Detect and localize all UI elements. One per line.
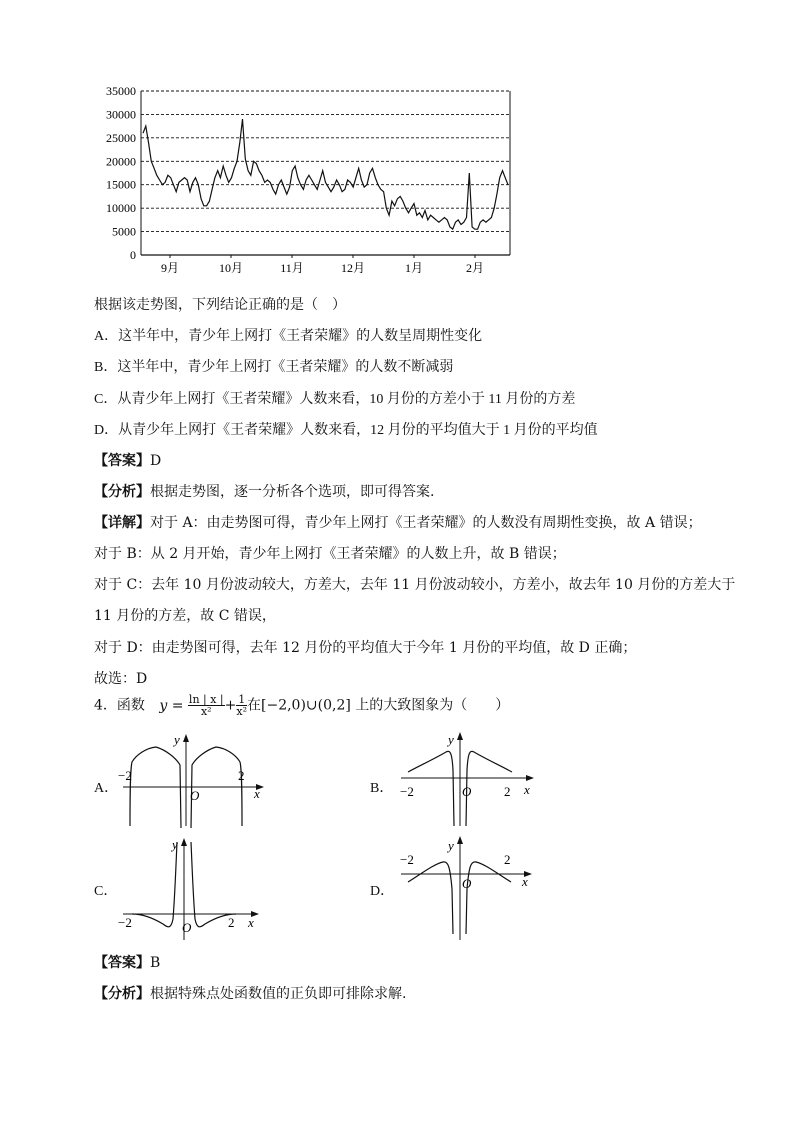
analysis-text: 根据走势图，逐一分析各个选项，即可得答案. [150,484,435,500]
graph-d [396,834,546,944]
question-4 [94,694,509,717]
graph-b [396,730,546,830]
graph-b-tick-neg: −2 [400,784,414,799]
series-line [143,119,508,229]
detail-a: 对于 A：由走势图可得，青少年上网打《王者荣耀》的人数没有周期性变换，故 A 错误； [150,515,702,531]
y-tick-label: 15000 [106,177,136,192]
answer-tag: 【答案】 [94,453,150,469]
q4-fraction-1: $\frac{\ln | x |}{\text{x²}}$ [188,693,224,718]
graph-c-label: C． [94,884,118,899]
y-tick-label: 25000 [106,130,136,145]
y-tick-label: 0 [130,248,136,262]
x-axis-ticks [161,255,484,275]
analysis-tag-q4: 【分析】 [94,986,150,1002]
y-axis-ticks [106,84,136,262]
graph-b-axis-x: x [524,782,530,797]
trend-chart [90,82,520,282]
graph-a-axis-x: x [254,786,260,801]
analysis-text-q4: 根据特殊点处函数值的正负即可排除求解. [150,986,407,1002]
y-tick-label: 20000 [106,154,136,169]
option-c: C．从青少年上网打《王者荣耀》人数来看，10 月份的方差小于 11 月份的方差 [94,392,576,407]
analysis-tag: 【分析】 [94,484,150,500]
q4-y-eq: y = [159,697,184,714]
choice: 故选：D [94,671,148,687]
graph-c-tick-neg: −2 [118,915,132,930]
graph-a-origin: O [190,788,200,803]
graph-c-axis-y: y [172,837,178,852]
chart-grid [141,91,510,255]
x-tick-label: 10月 [218,261,244,275]
graph-b-label: B． [370,781,394,796]
x-tick-label: 1月 [404,261,424,275]
answer-line-q4 [94,952,160,972]
detail-b: 对于 B：从 2 月开始，青少年上网打《王者荣耀》的人数上升，故 B 错误； [94,546,566,562]
answer-value: D [150,453,162,469]
answer-value-q4: B [150,955,161,971]
graph-a-label: A． [94,781,119,796]
graph-c-axis-x: x [248,915,254,930]
detail-c: 对于 C：去年 10 月份波动较大，方差大，去年 11 月份波动较小，方差小，故去年 10 月份的方差大于 [94,577,736,593]
x-tick-label: 9月 [160,261,180,275]
graph-b-tick-pos: 2 [504,784,511,799]
x-tick-label: 12月 [340,261,366,275]
q4-plus: + [224,697,237,714]
answer-line [94,450,161,470]
graph-b-origin: O [462,784,472,799]
graph-a-tick-pos: 2 [238,768,245,783]
y-tick-label: 10000 [106,201,136,216]
graph-d-origin: O [462,876,472,891]
q4-fraction-2: $\frac{1}{\text{x²}}$ [236,693,247,718]
graph-d-tick-pos: 2 [504,852,511,867]
graph-b-axis-y: y [448,732,454,747]
q4-domain: 在[−2,0)∪(0,2] 上的大致图象为（ ） [247,697,510,714]
q4-prefix: 4．函数 [94,697,145,714]
graph-a-axis-y: y [174,732,180,747]
graph-a [118,730,268,830]
answer-tag-q4: 【答案】 [94,955,150,971]
graph-c [118,834,268,944]
y-tick-label: 35000 [106,84,136,98]
option-b: B．这半年中，青少年上网打《王者荣耀》的人数不断减弱 [94,360,454,375]
option-d: D．从青少年上网打《王者荣耀》人数来看，12 月份的平均值大于 1 月份的平均值 [94,423,598,438]
y-tick-label: 5000 [112,224,136,239]
detail-line-1 [94,512,702,532]
question-intro: 根据该走势图，下列结论正确的是（ ） [94,297,346,313]
analysis-line-q4 [94,983,406,1003]
graph-c-origin: O [182,920,192,935]
option-a: A．这半年中，青少年上网打《王者荣耀》的人数呈周期性变化 [94,329,483,344]
y-tick-label: 30000 [106,107,136,122]
detail-d: 对于 D：由走势图可得，去年 12 月份的平均值大于今年 1 月份的平均值，故 D 正确； [94,640,637,656]
graph-a-tick-neg: −2 [118,768,132,783]
graph-d-label: D． [370,884,395,899]
detail-c-cont: 11 月份的方差，故 C 错误， [94,608,276,624]
analysis-line [94,481,434,501]
x-tick-label: 11月 [280,261,304,275]
graph-d-axis-y: y [448,838,454,853]
detail-tag: 【详解】 [94,515,150,531]
x-tick-label: 2月 [465,261,485,275]
graph-c-tick-pos: 2 [228,915,235,930]
graph-d-tick-neg: −2 [400,852,414,867]
graph-d-axis-x: x [522,874,528,889]
